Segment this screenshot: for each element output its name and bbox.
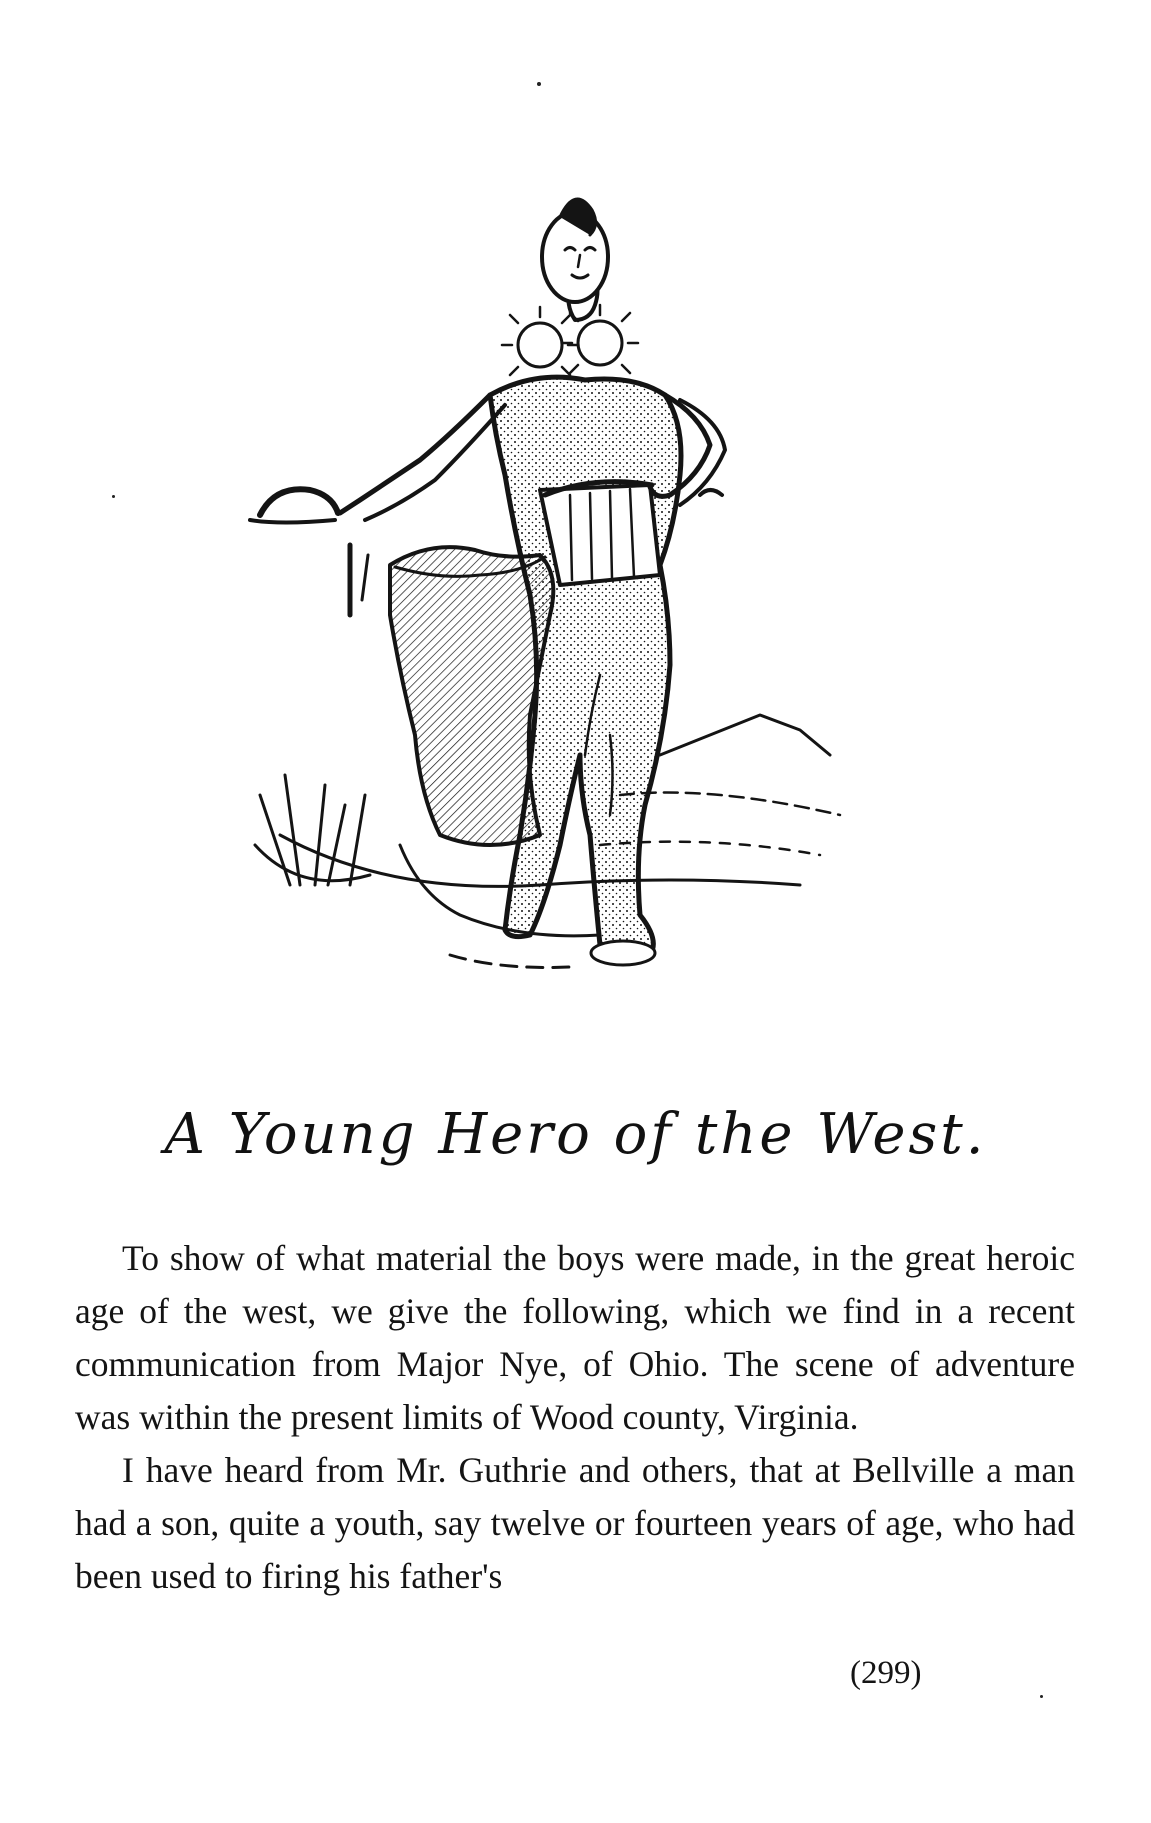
page-number: (299) — [850, 1655, 922, 1691]
paragraph: I have heard from Mr. Guthrie and others, that at Bellville a man had a son, quite a youth, say twelve or fourteen years of age, who had been used to firing his father's — [75, 1450, 1075, 1596]
chapter-title: A Young Hero of the West. — [164, 1102, 987, 1167]
print-speck — [537, 82, 541, 86]
paragraph: To show of what material the boys were made, in the great heroic age of the west, we give the following, which we find in a recent communication from Major Nye, of Ohio. The scene of adventure was within the present limits of Wood county, Virginia. — [75, 1238, 1075, 1437]
engraving-illustration — [240, 195, 880, 1010]
print-speck — [112, 495, 115, 498]
body-text — [75, 1232, 1075, 1603]
print-speck — [1040, 1695, 1043, 1698]
